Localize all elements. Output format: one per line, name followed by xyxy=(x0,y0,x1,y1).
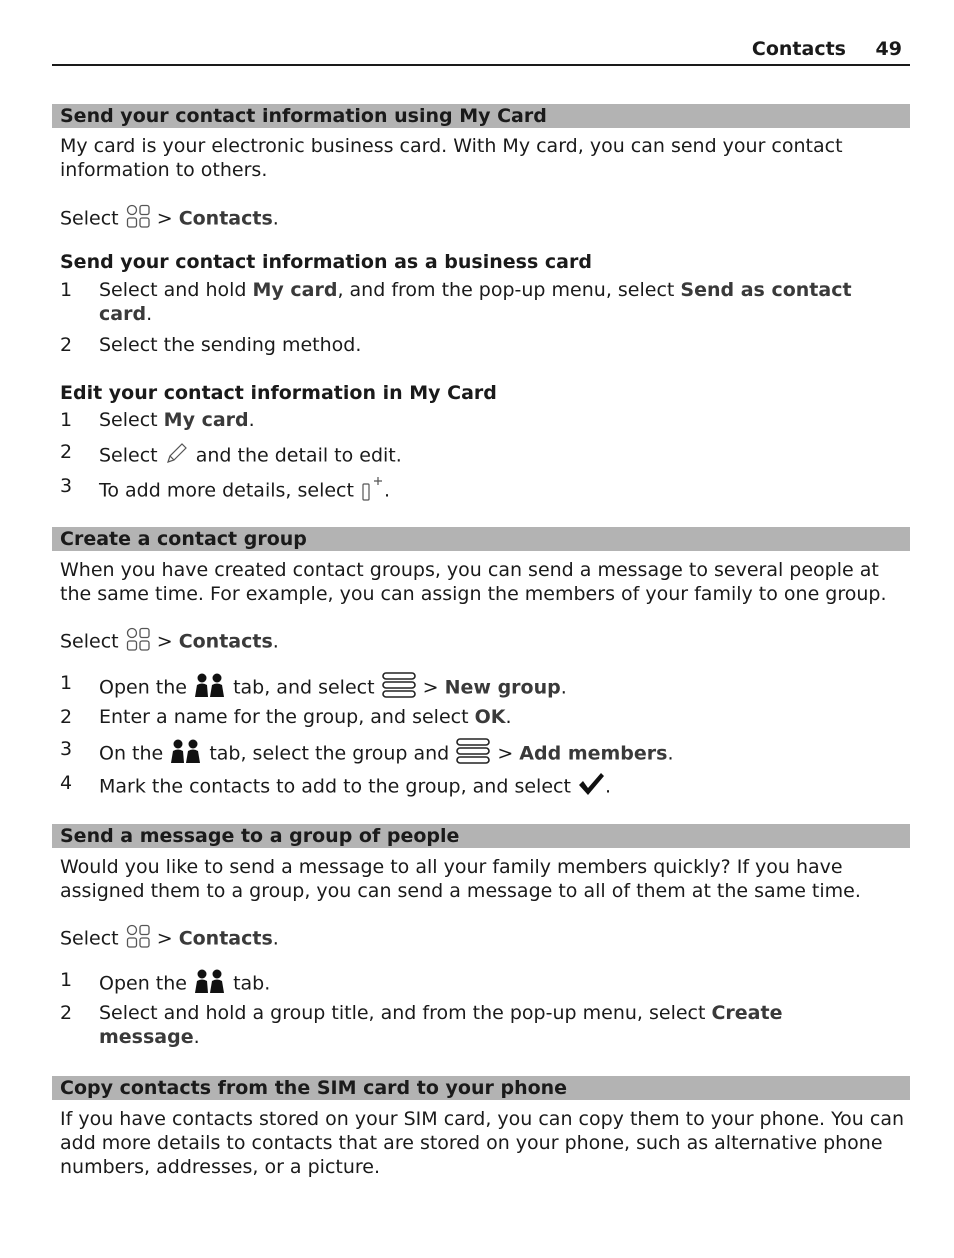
header-title: Contacts xyxy=(751,38,846,60)
select-contacts-line: Select > Contacts. xyxy=(60,626,910,658)
paragraph: If you have contacts stored on your SIM card, you can copy them to your phone. You can add more details to contacts that are stored on your phone, such as alternative phone numbers, addresses, or a picture. xyxy=(60,1108,905,1178)
paragraph: Would you like to send a message to all your family members quickly? If you have assigned them to a group, you can send a message to all of them at the same time. xyxy=(60,856,861,902)
checkmark-icon xyxy=(577,771,605,803)
subheading: Edit your contact information in My Card xyxy=(60,382,497,404)
contacts-group-icon xyxy=(169,738,203,770)
list-item: 1 Select and hold My card, and from the pop-up menu, select Send as contact card. xyxy=(60,279,852,325)
section-heading: Create a contact group xyxy=(52,527,910,551)
page-number: 49 xyxy=(875,38,902,60)
paragraph: My card is your electronic business card. With My card, you can send your contact information to others. xyxy=(60,135,843,181)
section-heading: Copy contacts from the SIM card to your phone xyxy=(52,1076,910,1100)
options-menu-icon xyxy=(381,671,417,705)
subheading: Send your contact information as a business card xyxy=(60,251,592,273)
add-detail-icon xyxy=(360,474,384,508)
contacts-group-icon xyxy=(193,672,227,704)
apps-menu-icon xyxy=(125,203,151,235)
options-menu-icon xyxy=(455,737,491,771)
apps-menu-icon xyxy=(125,626,151,658)
apps-menu-icon xyxy=(125,923,151,955)
pencil-icon xyxy=(164,440,190,472)
paragraph: When you have created contact groups, you can send a message to several people at the same time. For example, you can assign the members of your family to one group. xyxy=(60,559,887,605)
select-contacts-line: Select > Contacts. xyxy=(60,923,910,955)
section-heading: Send a message to a group of people xyxy=(52,824,910,848)
select-contacts-line: Select > Contacts. xyxy=(60,203,910,235)
section-heading: Send your contact information using My Card xyxy=(52,104,910,128)
list-item: 2 Select and hold a group title, and from the pop-up menu, select Create message. xyxy=(60,1002,783,1048)
contacts-group-icon xyxy=(193,968,227,1000)
page-header xyxy=(52,36,910,66)
